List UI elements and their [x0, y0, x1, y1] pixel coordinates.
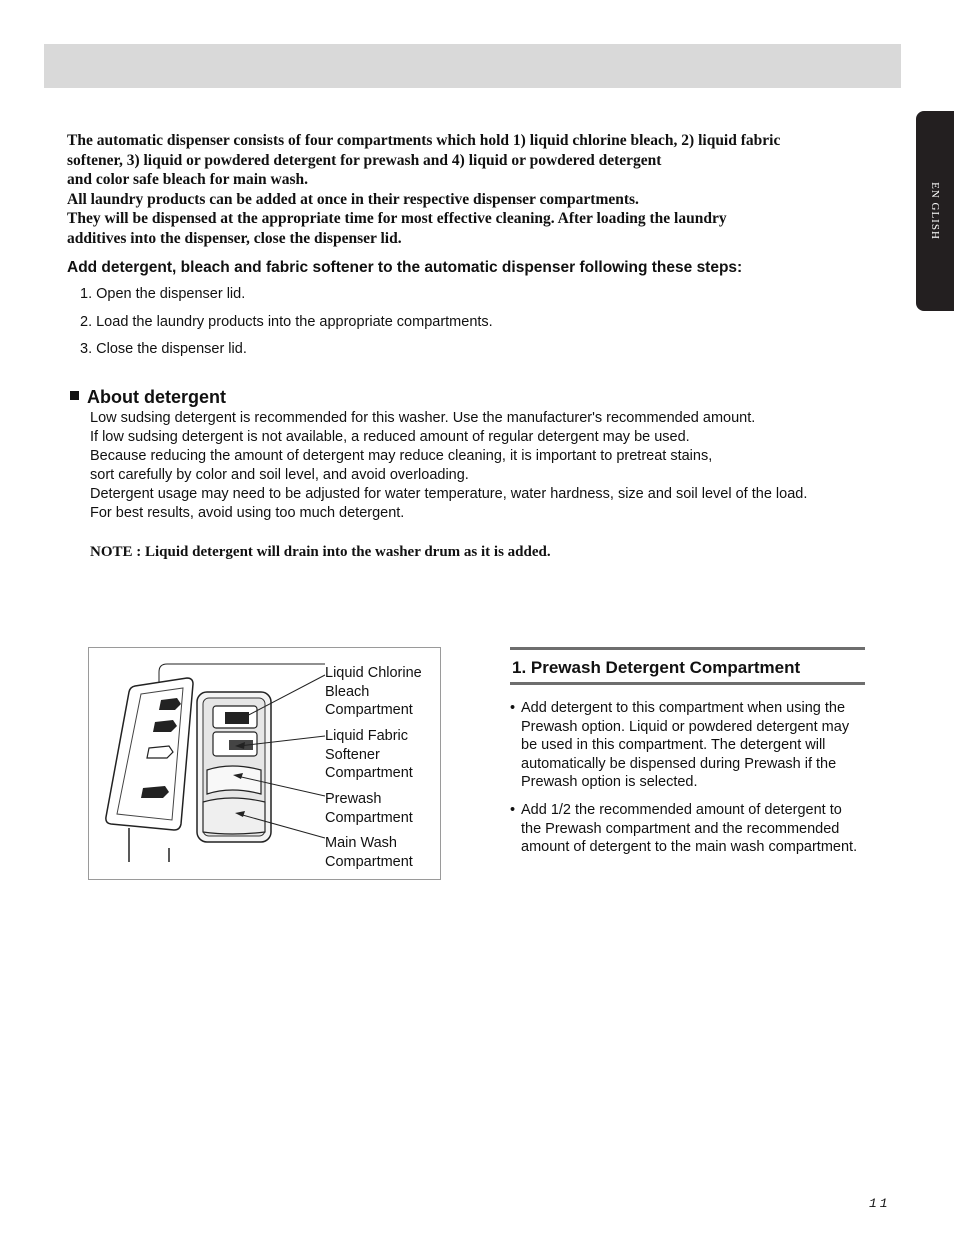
prewash-section-title: 1. Prewash Detergent Compartment — [510, 647, 865, 685]
intro-line: additives into the dispenser, close the dispenser lid. — [67, 229, 402, 247]
about-line: Low sudsing detergent is recommended for this washer. Use the manufacturer's recommended amount. — [90, 410, 756, 426]
about-detergent-heading — [70, 387, 226, 408]
prewash-bullets — [510, 699, 862, 866]
step-item: 2. Load the laundry products into the appropriate compartments. — [80, 313, 493, 330]
label-prewash-compartment: Prewash Compartment — [325, 791, 413, 826]
intro-line: The automatic dispenser consists of four compartments which hold 1) liquid chlorine bleach, 2) liquid fabric — [67, 132, 781, 149]
intro-paragraph — [67, 131, 867, 249]
about-line: Because reducing the amount of detergent may reduce cleaning, it is important to pretreat stains, — [90, 448, 713, 464]
bullet-icon: • — [510, 700, 516, 716]
steps-heading: Add detergent, bleach and fabric softener to the automatic dispenser following these steps: — [67, 259, 743, 276]
intro-line: and color safe bleach for main wash. — [67, 171, 308, 189]
intro-line: softener, 3) liquid or powdered detergent for prewash and 4) liquid or powdered detergent — [67, 151, 662, 169]
list-item: • Add detergent to this compartment when using the Prewash option. Liquid or powdered detergent may be used in this compartment. The detergent will automatically be dispensed during Prewash if the Prewash option is selected. — [510, 700, 850, 791]
bullet-icon: • — [510, 801, 516, 818]
page-number: 11 — [869, 1196, 891, 1211]
steps-list — [80, 286, 493, 369]
label-softener-compartment: Liquid Fabric Softener Compartment — [325, 728, 413, 781]
language-tab-label: EN GLISH — [929, 182, 941, 240]
about-detergent-title: About detergent — [87, 387, 226, 407]
detergent-note: NOTE : Liquid detergent will drain into the washer drum as it is added. — [90, 544, 551, 560]
language-tab — [916, 111, 954, 311]
list-item: • Add 1/2 the recommended amount of detergent to the Prewash compartment and the recommended amount of detergent to the main wash compartment. — [510, 801, 858, 856]
dispenser-figure — [88, 647, 441, 880]
intro-line: All laundry products can be added at once in their respective dispenser compartments. — [67, 190, 639, 208]
step-item: 3. Close the dispenser lid. — [80, 341, 247, 357]
intro-line: They will be dispensed at the appropriate time for most effective cleaning. After loading the laundry — [67, 210, 727, 228]
about-line: For best results, avoid using too much detergent. — [90, 505, 405, 521]
label-bleach-compartment: Liquid Chlorine Bleach Compartment — [325, 665, 422, 718]
about-line: Detergent usage may need to be adjusted for water temperature, water hardness, size and soil level of the load. — [90, 486, 808, 502]
about-line: If low sudsing detergent is not available, a reduced amount of regular detergent may be used. — [90, 429, 690, 445]
square-bullet-icon — [70, 391, 79, 400]
about-detergent-body — [90, 409, 890, 523]
header-bar — [44, 44, 901, 88]
step-item: 1. Open the dispenser lid. — [80, 286, 246, 302]
about-line: sort carefully by color and soil level, and avoid overloading. — [90, 467, 469, 483]
label-mainwash-compartment: Main Wash Compartment — [325, 835, 413, 870]
